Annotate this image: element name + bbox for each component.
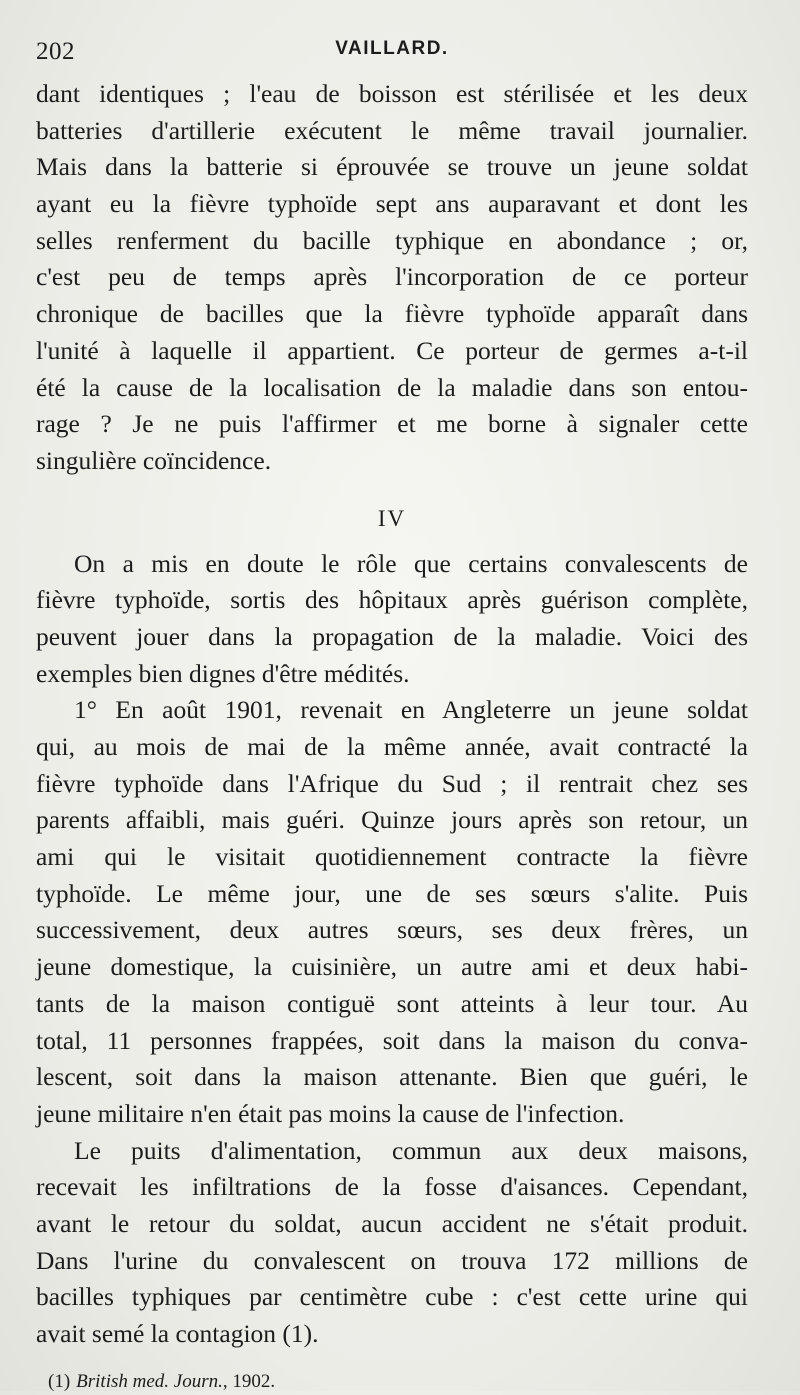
body-text <box>36 76 748 1353</box>
text-line: jeune militaire n'en était pas moins la cause de l'infection. <box>36 1098 625 1128</box>
text-line: singulière coïncidence. <box>36 445 272 475</box>
text-line: qui, au mois de mai de la même année, avait contracté la <box>36 732 748 761</box>
text-line: dant identiques ; l'eau de boisson est stérilisée et les deux <box>36 79 748 108</box>
text-line: total, 11 personnes frappées, soit dans la maison du conva- <box>36 1025 748 1055</box>
section-heading: IV <box>377 505 407 531</box>
text-line: avait semé la contagion (1). <box>36 1319 319 1348</box>
text-line: Dans l'urine du convalescent on trouva 172 millions de <box>36 1245 748 1275</box>
text-line: parents affaibli, mais guéri. Quinze jours après son retour, un <box>36 805 748 835</box>
book-page <box>36 30 748 1395</box>
text-line: ayant eu la fièvre typhoïde sept ans auparavant et dont les <box>36 189 748 219</box>
text-line: chronique de bacilles que la fièvre typhoïde apparaît dans <box>36 299 748 329</box>
text-line: batteries d'artillerie exécutent le même travail journalier. <box>36 115 748 145</box>
text-line: été la cause de la localisation de la maladie dans son entou- <box>36 372 748 402</box>
paragraph-3 <box>36 692 748 1132</box>
text-line: recevait les infiltrations de la fosse d'aisances. Cependant, <box>36 1172 748 1202</box>
text-line: rage ? Je ne puis l'affirmer et me borne à signaler cette <box>36 409 748 439</box>
text-line: jeune domestique, la cuisinière, un autre ami et deux habi- <box>36 952 748 982</box>
text-line: successivement, deux autres sœurs, ses deux frères, un <box>36 915 748 945</box>
text-line: c'est peu de temps après l'incorporation de ce porteur <box>36 262 748 292</box>
running-head <box>36 30 748 76</box>
text-line: On a mis en doute le rôle que certains convalescents de <box>74 548 748 578</box>
paragraph-2 <box>36 546 748 693</box>
footnote-year: , 1902. <box>222 1370 276 1392</box>
text-line: bacilles typhiques par centimètre cube : c'est cette urine qui <box>36 1282 748 1312</box>
text-line: peuvent jouer dans la propagation de la maladie. Voici des <box>36 621 748 651</box>
footnote-source: British med. Journ. <box>76 1370 223 1392</box>
text-line: fièvre typhoïde, sortis des hôpitaux après guérison complète, <box>36 585 748 615</box>
text-line: selles renferment du bacille typhique en abondance ; or, <box>36 225 748 255</box>
text-line: fièvre typhoïde dans l'Afrique du Sud ; il rentrait chez ses <box>36 768 748 798</box>
text-line: tants de la maison contiguë sont atteints à leur tour. Au <box>36 988 748 1018</box>
running-title: VAILLARD. <box>335 38 449 59</box>
page-number: 202 <box>36 38 75 65</box>
text-line: 1° En août 1901, revenait en Angleterre un jeune soldat <box>74 695 748 725</box>
text-line: typhoïde. Le même jour, une de ses sœurs s'alite. Puis <box>36 878 748 908</box>
text-line: Le puits d'alimentation, commun aux deux maisons, <box>74 1135 748 1165</box>
text-line: l'unité à laquelle il appartient. Ce porteur de germes a-t-il <box>36 335 748 365</box>
paragraph-4 <box>36 1133 748 1353</box>
text-line: ami qui le visitait quotidiennement contracte la fièvre <box>36 842 748 872</box>
text-line: lescent, soit dans la maison attenante. Bien que guéri, le <box>36 1062 748 1092</box>
footnote-marker: (1) <box>48 1370 71 1392</box>
text-line: avant le retour du soldat, aucun accident ne s'était produit. <box>36 1208 748 1238</box>
text-line: Mais dans la batterie si éprouvée se trouve un jeune soldat <box>36 152 748 182</box>
text-line: exemples bien dignes d'être médités. <box>36 658 410 688</box>
paragraph-1 <box>36 76 748 480</box>
